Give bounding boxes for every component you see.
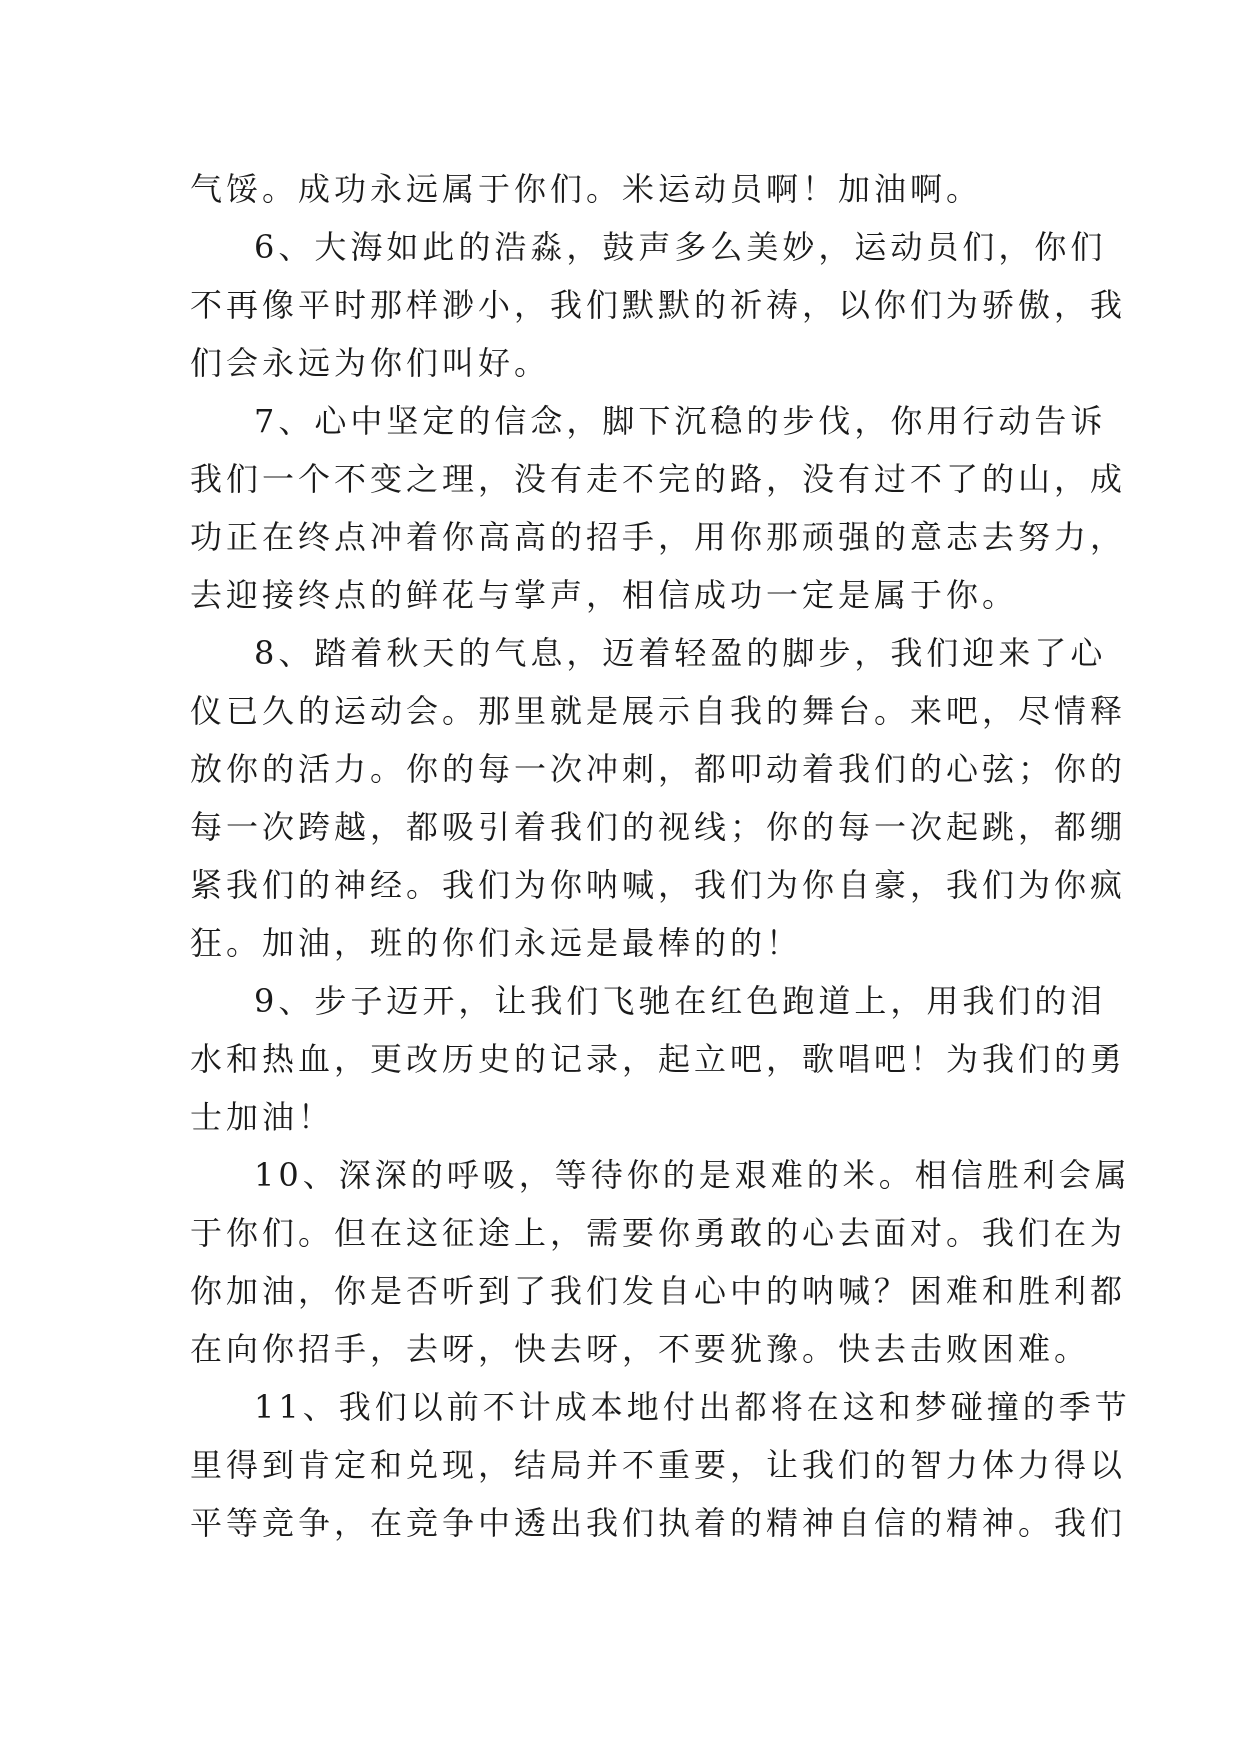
text-line: 6、大海如此的浩淼，鼓声多么美妙，运动员们，你们 [254,228,1107,266]
text-line: 狂。加油，班的你们永远是最棒的的！ [190,924,803,962]
document-body [190,160,1131,1552]
text-line: 于你们。但在这征途上，需要你勇敢的心去面对。我们在为 [190,1214,1127,1252]
text-line: 里得到肯定和兑现，结局并不重要，让我们的智力体力得以 [190,1446,1127,1484]
text-line: 11、我们以前不计成本地付出都将在这和梦碰撞的季节 [254,1388,1131,1426]
text-line: 10、深深的呼吸，等待你的是艰难的米。相信胜利会属 [254,1156,1131,1194]
text-line: 你加油，你是否听到了我们发自心中的呐喊？困难和胜利都 [190,1272,1127,1310]
text-line: 每一次跨越，都吸引着我们的视线；你的每一次起跳，都绷 [190,808,1127,846]
text-line: 在向你招手，去呀，快去呀，不要犹豫。快去击败困难。 [190,1330,1091,1368]
text-line: 紧我们的神经。我们为你呐喊，我们为你自豪，我们为你疯 [190,866,1127,904]
text-line: 9、步子迈开，让我们飞驰在红色跑道上，用我们的泪 [254,982,1107,1020]
text-line: 气馁。成功永远属于你们。米运动员啊！加油啊。 [190,170,983,208]
text-line: 士加油！ [190,1098,335,1136]
text-line: 8、踏着秋天的气息，迈着轻盈的脚步，我们迎来了心 [254,634,1107,672]
text-line: 我们一个不变之理，没有走不完的路，没有过不了的山，成 [190,460,1127,498]
text-line: 水和热血，更改历史的记录，起立吧，歌唱吧！为我们的勇 [190,1040,1127,1078]
text-line: 平等竞争，在竞争中透出我们执着的精神自信的精神。我们 [190,1504,1127,1542]
text-line: 不再像平时那样渺小，我们默默的祈祷，以你们为骄傲，我 [190,286,1127,324]
text-line: 仪已久的运动会。那里就是展示自我的舞台。来吧，尽情释 [190,692,1127,730]
text-line: 去迎接终点的鲜花与掌声，相信成功一定是属于你。 [190,576,1019,614]
text-line: 们会永远为你们叫好。 [190,344,551,382]
text-line: 7、心中坚定的信念，脚下沉稳的步伐，你用行动告诉 [254,402,1107,440]
text-line: 放你的活力。你的每一次冲刺，都叩动着我们的心弦；你的 [190,750,1127,788]
text-line: 功正在终点冲着你高高的招手，用你那顽强的意志去努力， [190,518,1127,556]
